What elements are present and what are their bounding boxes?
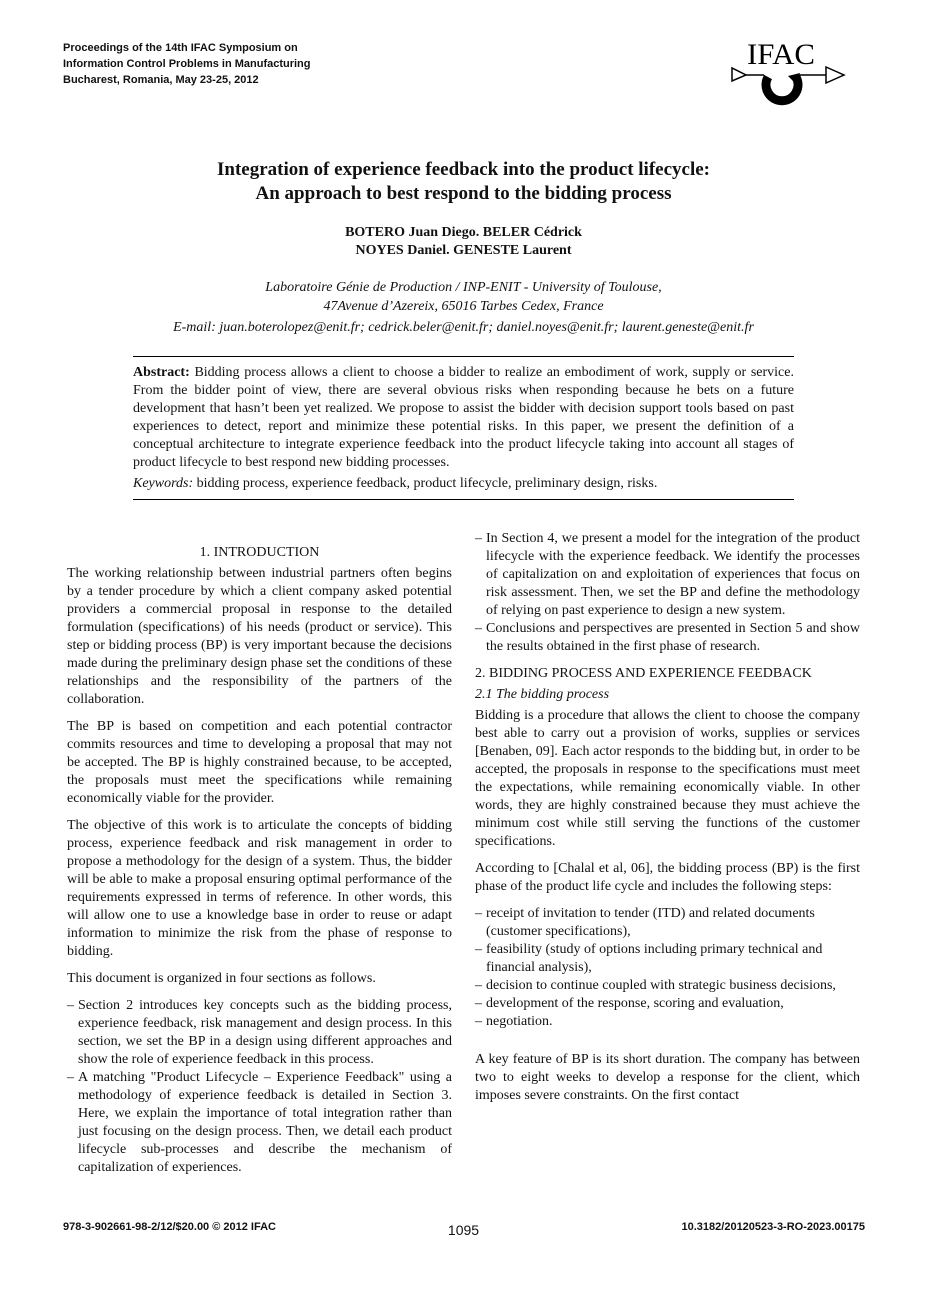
proceedings-line: Information Control Problems in Manufacturing [63, 58, 311, 70]
title-line: An approach to best respond to the bidding process [255, 183, 672, 204]
list-item: – development of the response, scoring and evaluation, [475, 995, 860, 1013]
body-paragraph: The working relationship between industrial partners often begins by a tender procedure by which a client company asked potential providers a commercial proposal in response to the detailed formulation (specifications) of his needs (product or service). This step or bidding process (BP) is very important because the decisions made during the preliminary design phase set the conditions of these relationships and the responsibility of the partners of the collaboration. [67, 566, 452, 707]
footer-doi: 10.3182/20120523-3-RO-2023.00175 [681, 1221, 865, 1233]
proceedings-header [63, 40, 311, 88]
body-paragraph: The BP is based on competition and each potential contractor commits resources and time to developing a proposal that may not be accepted. The BP is highly constrained because, to be accepted, the proposals must meet the specifications while remaining economically viable for the provider. [67, 719, 452, 806]
section-heading-bidding-process: 2. BIDDING PROCESS AND EXPERIENCE FEEDBACK [475, 666, 812, 681]
affiliation-line: Laboratoire Génie de Production / INP-ENIT - University of Toulouse, [265, 280, 662, 295]
list-item: – feasibility (study of options including primary technical and financial analysis), [475, 941, 860, 977]
abstract-paragraph [133, 364, 794, 472]
keywords-text: bidding process, experience feedback, product lifecycle, preliminary design, risks. [196, 476, 658, 491]
affiliation [0, 278, 927, 316]
abstract-label: Abstract: [133, 365, 190, 380]
logo-left-arrow-shape [732, 68, 746, 81]
ifac-logo [724, 36, 850, 122]
email-line: E-mail: juan.boterolopez@enit.fr; cedrick.beler@enit.fr; daniel.noyes@enit.fr; laurent.geneste@enit.fr [173, 320, 754, 335]
section-heading-introduction: 1. INTRODUCTION [199, 545, 320, 560]
list-item: – decision to continue coupled with strategic business decisions, [475, 977, 860, 995]
list-item: – Conclusions and perspectives are presented in Section 5 and show the results obtained in the first phase of research. [475, 620, 860, 656]
keywords-paragraph [133, 475, 794, 493]
list-item: – In Section 4, we present a model for the integration of the product lifecycle with the experience feedback. We identify the processes of capitalization on and exploitation of experiences that focus on risk assessment. Then, we set the BP and define the methodology of relying on past experience to design a new system. [475, 530, 860, 620]
affiliation-line: 47Avenue d’Azereix, 65016 Tarbes Cedex, France [323, 299, 604, 314]
logo-right-arrow-shape [826, 67, 844, 83]
abstract-box [133, 356, 794, 500]
keywords-label: Keywords: [133, 476, 194, 491]
body-paragraph: Bidding is a procedure that allows the client to choose the company best able to carry out a provision of works, supplies or services [Benaben, 09]. Each actor responds to the bidding but, in order to be accepted, the proposals in response to the specifications must meet the expectations, while remaining economically viable. In other words, they are highly constrained because they must achieve the minimum cost while still serving the functions of the customer specifications. [475, 708, 860, 849]
title-line: Integration of experience feedback into the product lifecycle: [216, 159, 711, 180]
left-column [67, 530, 452, 1186]
paper-title [0, 158, 927, 206]
ifac-logo-text: IFAC [747, 38, 815, 71]
right-column [475, 530, 860, 1114]
footer-isbn: 978-3-902661-98-2/12/$20.00 © 2012 IFAC [63, 1221, 276, 1233]
subsection-heading: 2.1 The bidding process [475, 687, 610, 702]
sections-list-continued [475, 530, 860, 656]
list-item: – Section 2 introduces key concepts such as the bidding process, experience feedback, risk management and design process. In this section, we set the BP in a design using different approaches and show the role of experience feedback in this process. [67, 997, 452, 1069]
author-line: BOTERO Juan Diego. BELER Cédrick [345, 225, 582, 240]
list-item: – A matching "Product Lifecycle – Experience Feedback" using a methodology of experience feedback is detailed in Section 3. Here, we explain the importance of total integration rather than just focusing on the design process. Then, we detail each product lifecycle sub-processes and describe the mechanism of capitalization of experiences. [67, 1069, 452, 1177]
proceedings-line: Bucharest, Romania, May 23-25, 2012 [63, 74, 259, 86]
body-paragraph: The objective of this work is to articulate the concepts of bidding process, experience feedback and risk management in order to propose a methodology for the design of a system. Thus, the bidder will be able to make a proposal ensuring optimal performance of the requirements expressed in terms of reference. In other words, this will allow one to use a knowledge base in order to reuse or adapt information to minimize the risk from the phase of response to bidding. [67, 818, 452, 959]
footer-page-number: 1095 [447, 1222, 480, 1238]
proceedings-line: Proceedings of the 14th IFAC Symposium on [63, 42, 298, 54]
list-item: – receipt of invitation to tender (ITD) and related documents (customer specifications), [475, 905, 860, 941]
list-item: – negotiation. [475, 1013, 860, 1031]
body-paragraph: This document is organized in four sections as follows. [67, 971, 376, 986]
authors [0, 224, 927, 260]
author-line: NOYES Daniel. GENESTE Laurent [355, 243, 572, 258]
sections-list [67, 997, 452, 1177]
body-paragraph: A key feature of BP is its short duration. The company has between two to eight weeks to develop a response for the client, which imposes severe constraints. On the first contact [475, 1052, 860, 1103]
bidding-steps-list [475, 905, 860, 1031]
abstract-text: Bidding process allows a client to choose a bidder to realize an embodiment of work, supply or service. From the bidder point of view, there are several obvious risks when responding because he bets on a future development that hasn’t been yet realized. We propose to assist the bidder with decision support tools based on past experiences to detect, report and minimize these potential risks. In this paper, we present the definition of a conceptual architecture to integrate experience feedback into the product lifecycle taking into account all stages of product lifecycle to best respond new bidding processes. [133, 365, 794, 470]
body-paragraph: According to [Chalal et al, 06], the bidding process (BP) is the first phase of the product life cycle and includes the following steps: [475, 861, 860, 894]
